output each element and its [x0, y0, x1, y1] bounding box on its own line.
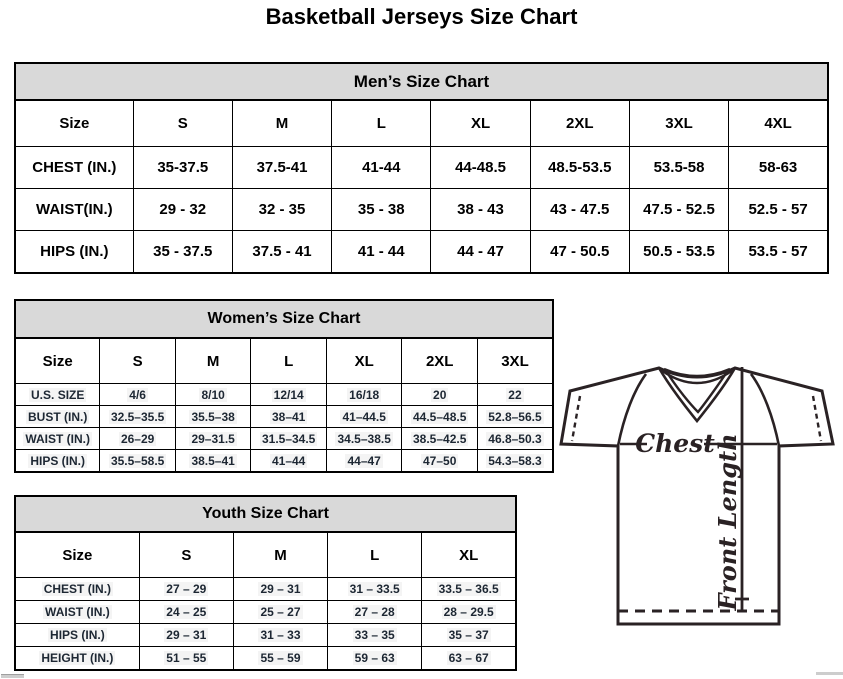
- mens-value-cell: 41-44: [332, 147, 431, 189]
- youth-value-cell: 24 – 25: [139, 601, 233, 624]
- mens-row-label: WAIST(IN.): [15, 189, 133, 231]
- youth-value-cell: 63 – 67: [422, 647, 516, 671]
- mens-col-header-4xl: 4XL: [729, 101, 828, 147]
- womens-row-label: BUST (IN.): [15, 406, 100, 428]
- mens-row-label: CHEST (IN.): [15, 147, 133, 189]
- page-title: Basketball Jerseys Size Chart: [265, 4, 578, 29]
- womens-table: [14, 338, 554, 473]
- mens-value-cell: 52.5 - 57: [729, 189, 828, 231]
- youth-value-cell: 25 – 27: [233, 601, 327, 624]
- youth-col-header-m: M: [233, 533, 327, 578]
- womens-row-label: HIPS (IN.): [15, 450, 100, 473]
- left-cuff-dashed-line: [572, 396, 580, 441]
- womens-col-header-m: M: [175, 339, 251, 384]
- front-length-label: Front Length: [713, 433, 742, 611]
- youth-col-header-xl: XL: [422, 533, 516, 578]
- mens-value-cell: 41 - 44: [332, 231, 431, 274]
- mens-col-header-size: Size: [15, 101, 133, 147]
- womens-col-header-3xl: 3XL: [477, 339, 553, 384]
- mens-row-waist-in-: [15, 189, 828, 231]
- womens-value-cell: 35.5–58.5: [100, 450, 176, 473]
- youth-value-cell: 33 – 35: [328, 624, 422, 647]
- youth-value-cell: 27 – 28: [328, 601, 422, 624]
- youth-row-label: CHEST (IN.): [15, 578, 139, 601]
- mens-col-header-s: S: [133, 101, 232, 147]
- womens-value-cell: 20: [402, 384, 478, 406]
- womens-col-header-l: L: [251, 339, 327, 384]
- mens-table-title: Men’s Size Chart: [14, 62, 829, 100]
- womens-row-label: U.S. SIZE: [15, 384, 100, 406]
- mens-value-cell: 35 - 38: [332, 189, 431, 231]
- womens-value-cell: 4/6: [100, 384, 176, 406]
- mens-header-row: [15, 101, 828, 147]
- youth-value-cell: 55 – 59: [233, 647, 327, 671]
- mens-row-chest-in-: [15, 147, 828, 189]
- youth-row-label: WAIST (IN.): [15, 601, 139, 624]
- right-armhole-seam: [751, 374, 779, 446]
- mens-value-cell: 43 - 47.5: [530, 189, 629, 231]
- chest-label: Chest: [635, 429, 715, 458]
- womens-row-waist-in-: [15, 428, 553, 450]
- mens-col-header-l: L: [332, 101, 431, 147]
- mens-value-cell: 50.5 - 53.5: [629, 231, 728, 274]
- womens-value-cell: 32.5–35.5: [100, 406, 176, 428]
- womens-col-header-2xl: 2XL: [402, 339, 478, 384]
- womens-col-header-xl: XL: [326, 339, 402, 384]
- mens-value-cell: 44 - 47: [431, 231, 530, 274]
- youth-col-header-l: L: [328, 533, 422, 578]
- womens-value-cell: 46.8–50.3: [477, 428, 553, 450]
- womens-value-cell: 38.5–41: [175, 450, 251, 473]
- youth-table: [14, 532, 517, 671]
- youth-value-cell: 35 – 37: [422, 624, 516, 647]
- mens-value-cell: 53.5 - 57: [729, 231, 828, 274]
- mens-col-header-xl: XL: [431, 101, 530, 147]
- youth-value-cell: 31 – 33.5: [328, 578, 422, 601]
- mens-value-cell: 37.5-41: [232, 147, 331, 189]
- youth-value-cell: 31 – 33: [233, 624, 327, 647]
- womens-value-cell: 44.5–48.5: [402, 406, 478, 428]
- mens-value-cell: 44-48.5: [431, 147, 530, 189]
- mens-value-cell: 29 - 32: [133, 189, 232, 231]
- mens-value-cell: 48.5-53.5: [530, 147, 629, 189]
- womens-value-cell: 8/10: [175, 384, 251, 406]
- mens-value-cell: 47.5 - 52.5: [629, 189, 728, 231]
- youth-value-cell: 29 – 31: [139, 624, 233, 647]
- womens-value-cell: 31.5–34.5: [251, 428, 327, 450]
- womens-row-bust-in-: [15, 406, 553, 428]
- jersey-outline: [561, 368, 833, 624]
- mens-col-header-2xl: 2XL: [530, 101, 629, 147]
- youth-size-chart-table: [14, 495, 517, 671]
- womens-row-label: WAIST (IN.): [15, 428, 100, 450]
- womens-value-cell: 12/14: [251, 384, 327, 406]
- youth-row-label: HEIGHT (IN.): [15, 647, 139, 671]
- horizontal-scrollbar-fragment-right[interactable]: [816, 672, 843, 675]
- mens-value-cell: 53.5-58: [629, 147, 728, 189]
- womens-value-cell: 34.5–38.5: [326, 428, 402, 450]
- mens-value-cell: 38 - 43: [431, 189, 530, 231]
- mens-value-cell: 35-37.5: [133, 147, 232, 189]
- youth-value-cell: 27 – 29: [139, 578, 233, 601]
- womens-value-cell: 16/18: [326, 384, 402, 406]
- womens-value-cell: 52.8–56.5: [477, 406, 553, 428]
- mens-value-cell: 47 - 50.5: [530, 231, 629, 274]
- right-cuff-dashed-line: [813, 396, 821, 441]
- womens-size-chart-table: [14, 299, 554, 473]
- youth-row-height-in-: [15, 647, 516, 671]
- mens-value-cell: 58-63: [729, 147, 828, 189]
- youth-value-cell: 28 – 29.5: [422, 601, 516, 624]
- womens-value-cell: 54.3–58.3: [477, 450, 553, 473]
- youth-row-label: HIPS (IN.): [15, 624, 139, 647]
- youth-table-title: Youth Size Chart: [14, 495, 517, 532]
- mens-row-label: HIPS (IN.): [15, 231, 133, 274]
- mens-col-header-3xl: 3XL: [629, 101, 728, 147]
- womens-value-cell: 38.5–42.5: [402, 428, 478, 450]
- youth-row-hips-in-: [15, 624, 516, 647]
- mens-value-cell: 32 - 35: [232, 189, 331, 231]
- womens-value-cell: 41–44: [251, 450, 327, 473]
- womens-value-cell: 26–29: [100, 428, 176, 450]
- youth-value-cell: 59 – 63: [328, 647, 422, 671]
- womens-value-cell: 41–44.5: [326, 406, 402, 428]
- jersey-diagram-svg: [552, 354, 843, 646]
- womens-value-cell: 22: [477, 384, 553, 406]
- youth-header-row: [15, 533, 516, 578]
- youth-col-header-size: Size: [15, 533, 139, 578]
- womens-header-row: [15, 339, 553, 384]
- mens-table: [14, 100, 829, 274]
- mens-row-hips-in-: [15, 231, 828, 274]
- womens-col-header-s: S: [100, 339, 176, 384]
- womens-row-u-s-size: [15, 384, 553, 406]
- mens-size-chart-table: [14, 62, 829, 274]
- horizontal-scrollbar-fragment-left[interactable]: [1, 674, 24, 678]
- youth-col-header-s: S: [139, 533, 233, 578]
- womens-value-cell: 29–31.5: [175, 428, 251, 450]
- womens-value-cell: 38–41: [251, 406, 327, 428]
- mens-value-cell: 35 - 37.5: [133, 231, 232, 274]
- womens-value-cell: 35.5–38: [175, 406, 251, 428]
- jersey-measurement-diagram: [552, 354, 843, 646]
- womens-value-cell: 44–47: [326, 450, 402, 473]
- youth-value-cell: 33.5 – 36.5: [422, 578, 516, 601]
- mens-value-cell: 37.5 - 41: [232, 231, 331, 274]
- youth-row-waist-in-: [15, 601, 516, 624]
- womens-col-header-size: Size: [15, 339, 100, 384]
- womens-table-title: Women’s Size Chart: [14, 299, 554, 338]
- mens-col-header-m: M: [232, 101, 331, 147]
- womens-value-cell: 47–50: [402, 450, 478, 473]
- youth-value-cell: 29 – 31: [233, 578, 327, 601]
- youth-row-chest-in-: [15, 578, 516, 601]
- womens-row-hips-in-: [15, 450, 553, 473]
- youth-value-cell: 51 – 55: [139, 647, 233, 671]
